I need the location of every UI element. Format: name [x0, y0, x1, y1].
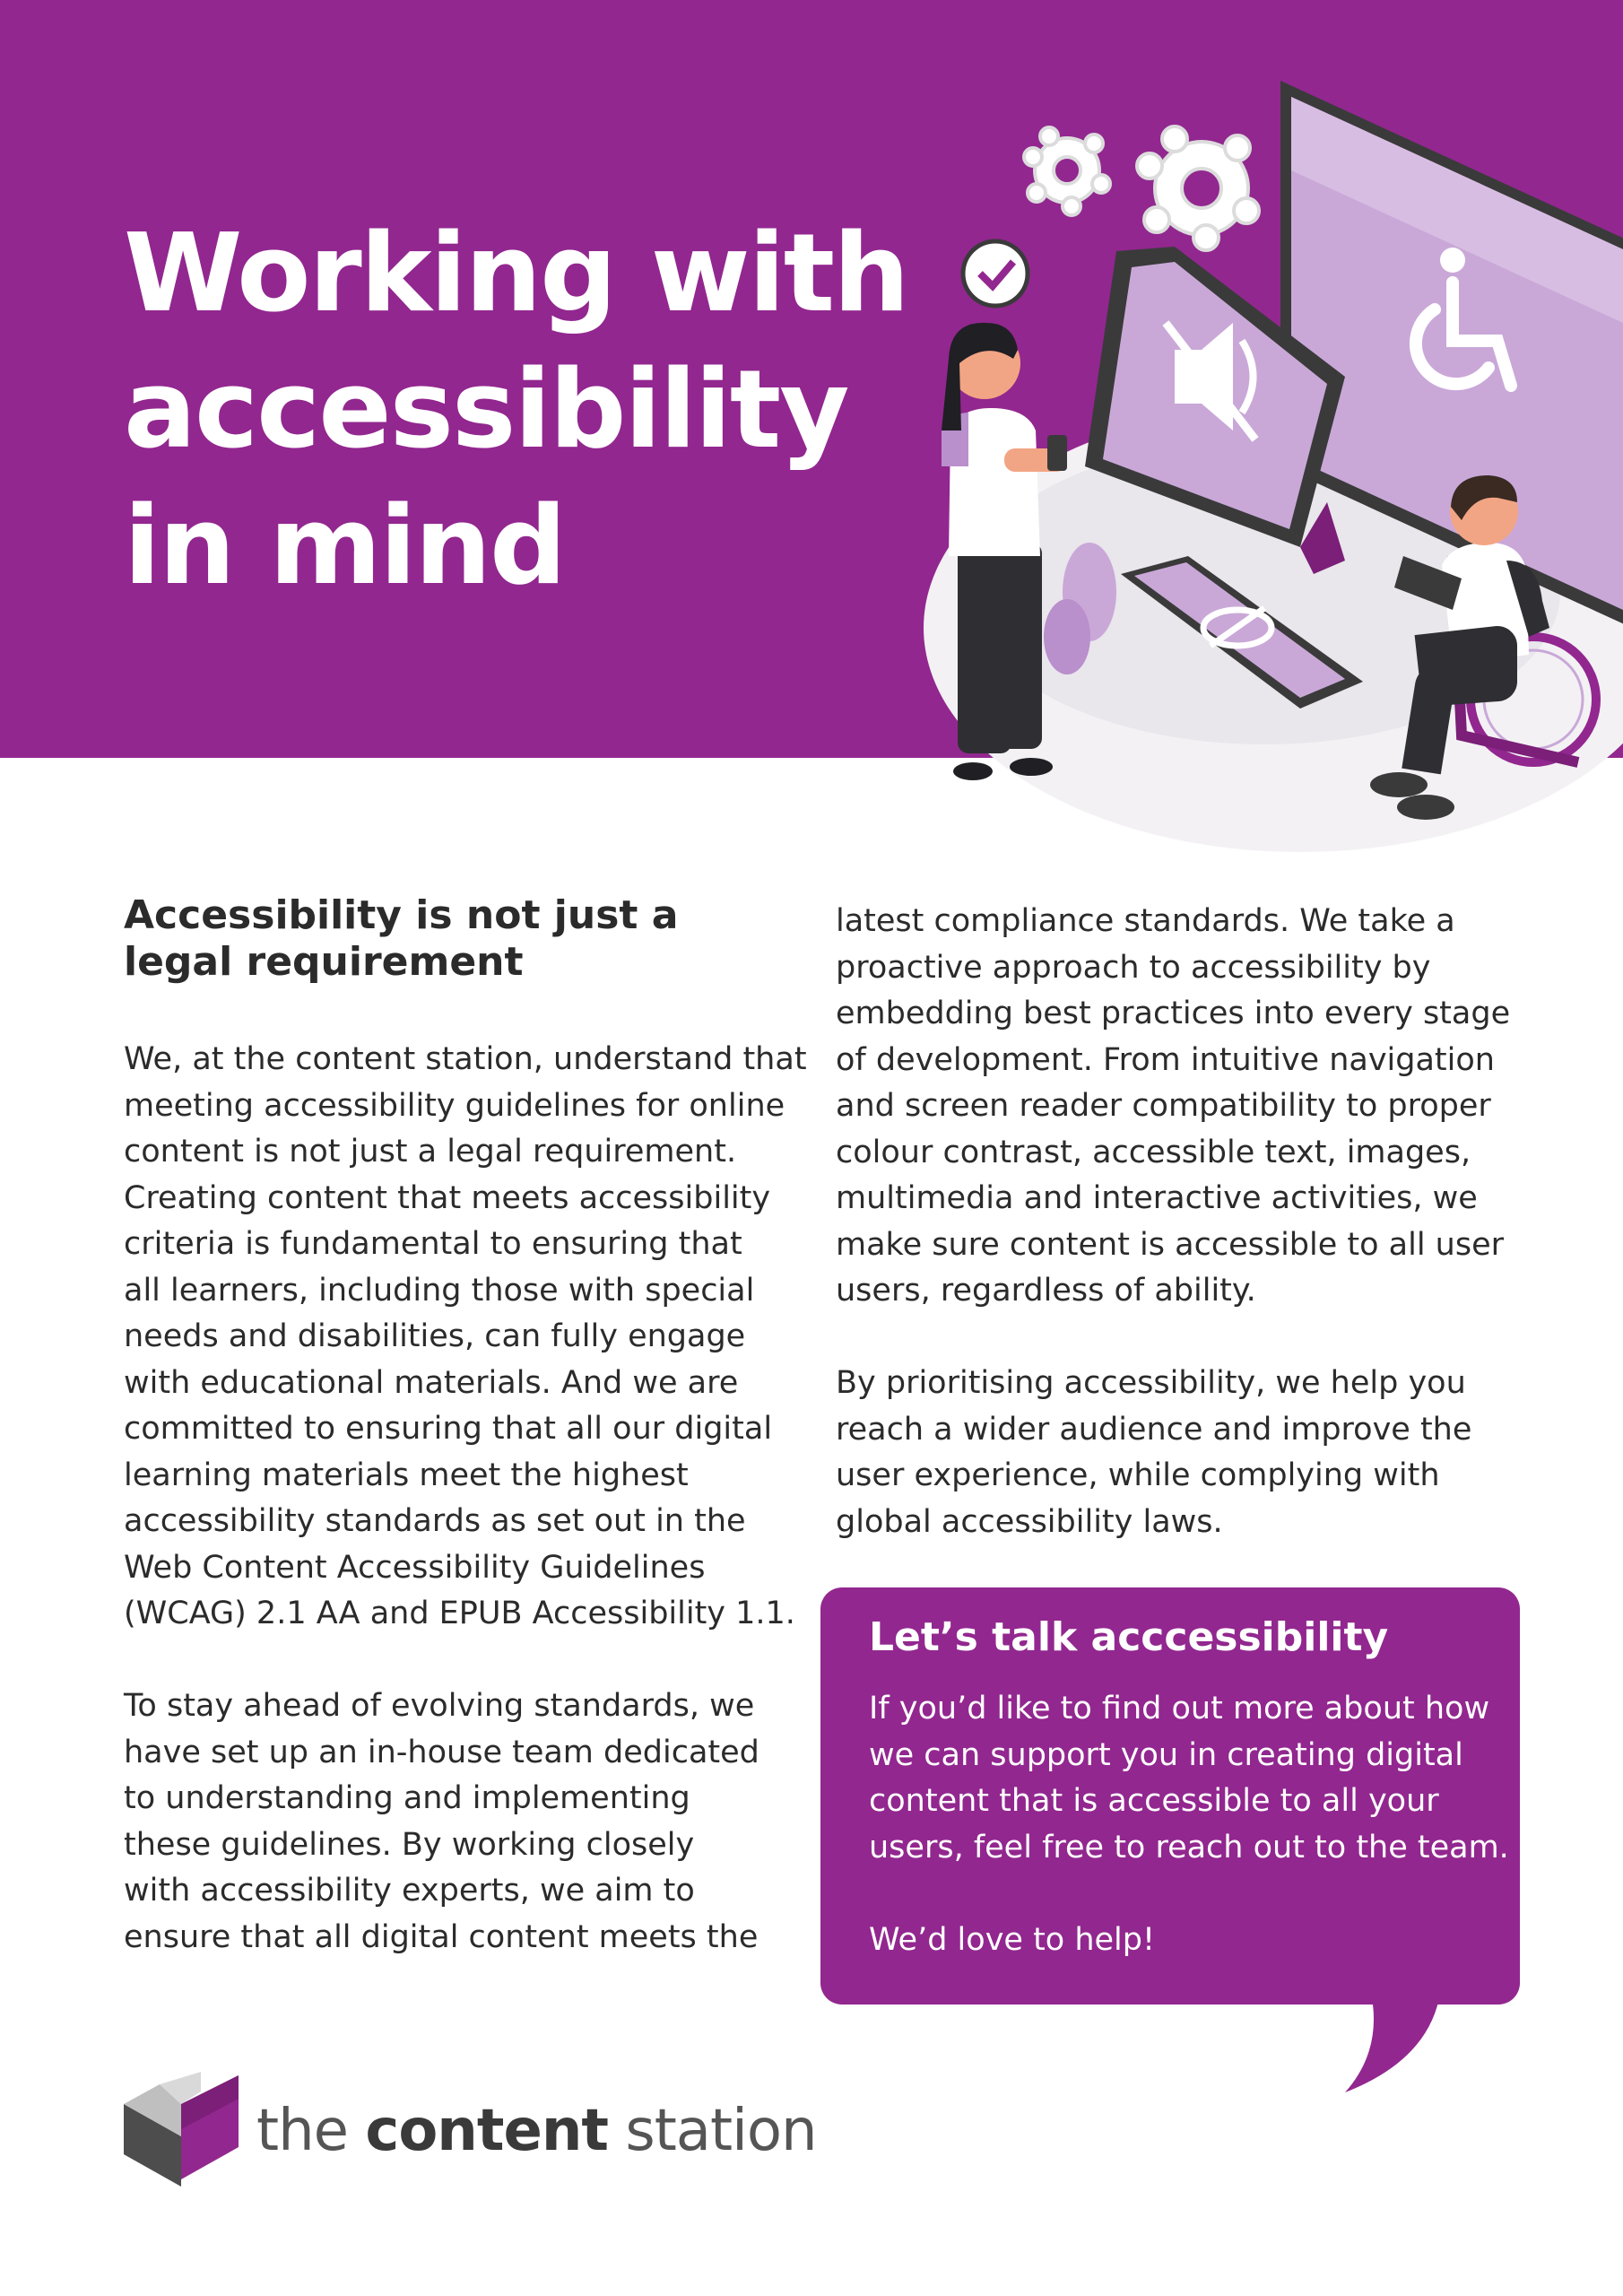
gear-icon — [1024, 127, 1110, 215]
text-line: Creating content that meets accessibility — [124, 1179, 771, 1216]
title-line: in mind — [124, 484, 565, 609]
text-line: with accessibility experts, we aim to — [124, 1873, 695, 1909]
text-line: these guidelines. By working closely — [124, 1826, 695, 1863]
text-line: We, at the content station, understand that — [124, 1041, 807, 1077]
text-line: meeting accessibility guidelines for online — [124, 1087, 785, 1124]
callout-body — [869, 1686, 1515, 1963]
company-logo — [124, 2072, 817, 2188]
logo-suffix: station — [625, 2098, 817, 2164]
text-line: all learners, including those with special — [124, 1272, 755, 1309]
text-line: content is not just a legal requirement. — [124, 1134, 737, 1170]
text-line: (WCAG) 2.1 AA and EPUB Accessibility 1.1. — [124, 1596, 795, 1631]
text-line: If you’d like to find out more about how — [869, 1691, 1490, 1726]
logo-prefix: the — [256, 2098, 349, 2164]
accessibility-illustration — [879, 54, 1623, 852]
contact-callout — [820, 1587, 1520, 2005]
page-title — [124, 206, 931, 615]
logo-bold: content — [365, 2098, 608, 2164]
text-line: user experience, while complying with — [836, 1457, 1440, 1493]
text-line: reach a wider audience and improve the — [836, 1411, 1472, 1448]
text-line: with educational materials. And we are — [124, 1364, 739, 1401]
speech-bubble-tail — [1345, 1998, 1453, 2097]
paragraph — [869, 1686, 1515, 1871]
title-line: Working with — [124, 212, 908, 336]
text-line: We’d love to help! — [869, 1921, 1156, 1958]
cube-logo-icon — [124, 2072, 239, 2188]
paragraph — [124, 1037, 805, 1638]
paragraph — [836, 1361, 1517, 1545]
text-line: colour contrast, accessible text, images, — [836, 1134, 1471, 1170]
heading-line: Accessibility is not just a — [124, 892, 679, 938]
text-line: content that is accessible to all your — [869, 1783, 1439, 1819]
logo-wordmark — [256, 2097, 817, 2165]
text-line: proactive approach to accessibility by — [836, 949, 1431, 986]
text-line: users, regardless of ability. — [836, 1273, 1256, 1309]
checkmark-icon — [963, 241, 1028, 306]
gear-icon — [1137, 126, 1259, 250]
text-line: multimedia and interactive activities, we — [836, 1180, 1478, 1216]
text-line: users, feel free to reach out to the team. — [869, 1829, 1509, 1866]
paragraph — [836, 899, 1517, 1315]
text-line: latest compliance standards. We take a — [836, 903, 1455, 939]
text-line: ensure that all digital content meets the — [124, 1918, 759, 1955]
text-line: we can support you in creating digital — [869, 1736, 1463, 1773]
text-line: and screen reader compatibility to proper — [836, 1088, 1491, 1124]
paragraph — [124, 1683, 805, 1961]
paragraph — [869, 1918, 1515, 1964]
text-line: of development. From intuitive navigation — [836, 1041, 1495, 1078]
text-line: By prioritising accessibility, we help you — [836, 1365, 1466, 1401]
section-heading — [124, 892, 751, 986]
text-line: criteria is fundamental to ensuring that — [124, 1226, 742, 1262]
callout-title: Let’s talk acccessibility — [869, 1614, 1389, 1660]
text-line: accessibility standards as set out in the — [124, 1503, 746, 1539]
text-line: Web Content Accessibility Guidelines — [124, 1549, 706, 1586]
text-line: learning materials meet the highest — [124, 1457, 689, 1493]
text-line: committed to ensuring that all our digital — [124, 1411, 773, 1447]
text-line: global accessibility laws. — [836, 1503, 1223, 1540]
text-line: to understanding and implementing — [124, 1780, 690, 1816]
heading-line: legal requirement — [124, 939, 524, 985]
text-line: embedding best practices into every stage — [836, 996, 1511, 1031]
left-column — [124, 1037, 805, 1961]
title-line: accessibility — [124, 348, 848, 473]
text-line: needs and disabilities, can fully engage — [124, 1318, 746, 1354]
right-column — [836, 899, 1517, 1545]
text-line: make sure content is accessible to all user — [836, 1226, 1505, 1263]
text-line: To stay ahead of evolving standards, we — [124, 1688, 755, 1724]
text-line: have set up an in-house team dedicated — [124, 1734, 759, 1770]
